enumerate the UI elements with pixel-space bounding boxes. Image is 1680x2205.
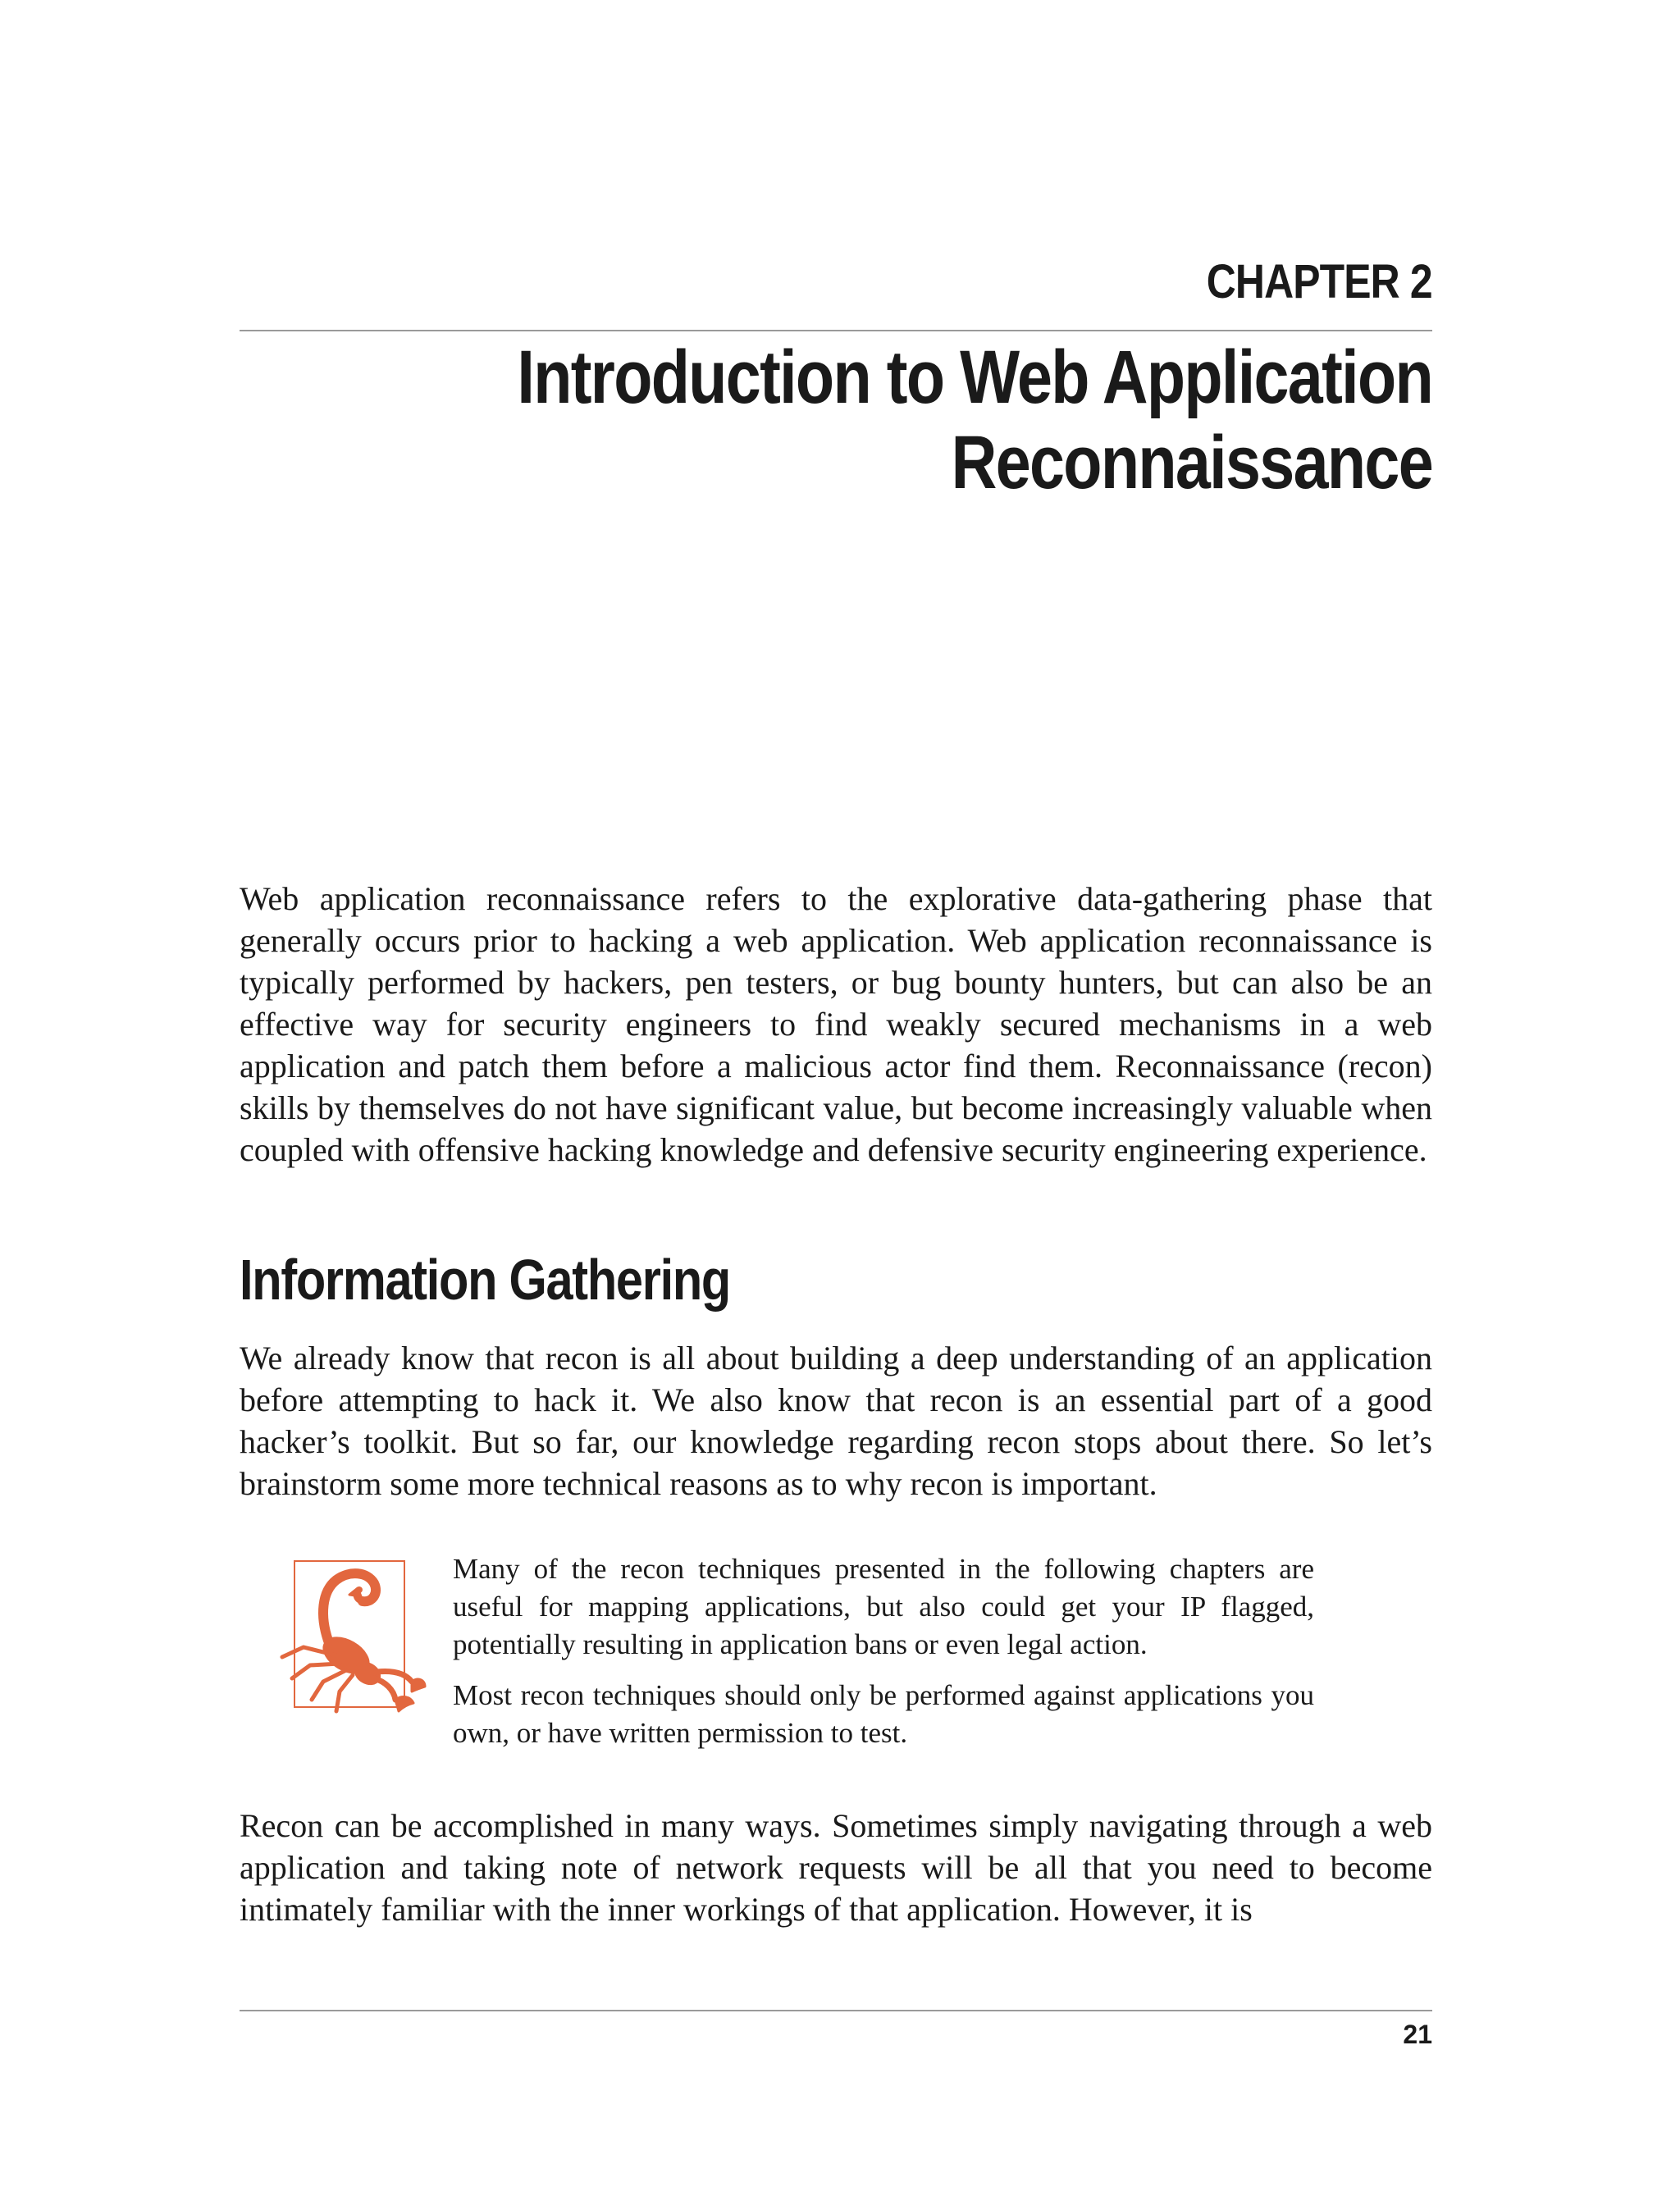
warning-paragraph-1: Many of the recon techniques presented in the following chapters are useful for mapping applications, but also could get your IP flagged, potentially resulting in application bans or even legal action. <box>453 1553 1314 1660</box>
chapter-title-line-1: Introduction to Web Application <box>517 336 1432 419</box>
section-paragraph: We already know that recon is all about building a deep understanding of an application before attempting to hack it. We also know that recon is an essential part of a good hacker’s toolkit. But so far, our knowledge regarding recon stops about there. So let’s brainstorm some more technical reasons as to why recon is important. <box>240 1340 1432 1502</box>
section-heading: Information Gathering <box>240 1248 730 1312</box>
intro-paragraph: Web application reconnaissance refers to the explorative data-gathering phase that generally occurs prior to hacking a web application. Web application reconnaissance is typically performed by hackers, pen testers, or bug bounty hunters, but can also be an effective way for security engineers to find weakly secured mechanisms in a web application and patch them before a malicious actor find them. Reconnaissance (recon) skills by themselves do not have significant value, but become increasingly valuable when coupled with offensive hacking knowledge and defensive security engineering experience. <box>240 880 1432 1168</box>
chapter-rule <box>240 330 1432 331</box>
page-number: 21 <box>1403 2020 1432 2049</box>
warning-paragraph-2: Most recon techniques should only be performed against applications you own, or have written permission to test. <box>453 1679 1314 1749</box>
scorpion-icon <box>271 1550 427 1714</box>
chapter-title-line-2: Reconnaissance <box>951 421 1432 504</box>
chapter-label: CHAPTER 2 <box>1207 255 1432 308</box>
footer-rule <box>240 2010 1432 2011</box>
warning-text <box>453 1550 1314 1765</box>
chapter-title <box>240 335 1432 505</box>
closing-paragraph: Recon can be accomplished in many ways. Sometimes simply navigating through a web application and taking note of network requests will be all that you need to become intimately familiar with the inner workings of that application. However, it is <box>240 1807 1432 1928</box>
scorpion-graphic <box>271 1550 427 1714</box>
warning-callout <box>271 1550 1337 1764</box>
